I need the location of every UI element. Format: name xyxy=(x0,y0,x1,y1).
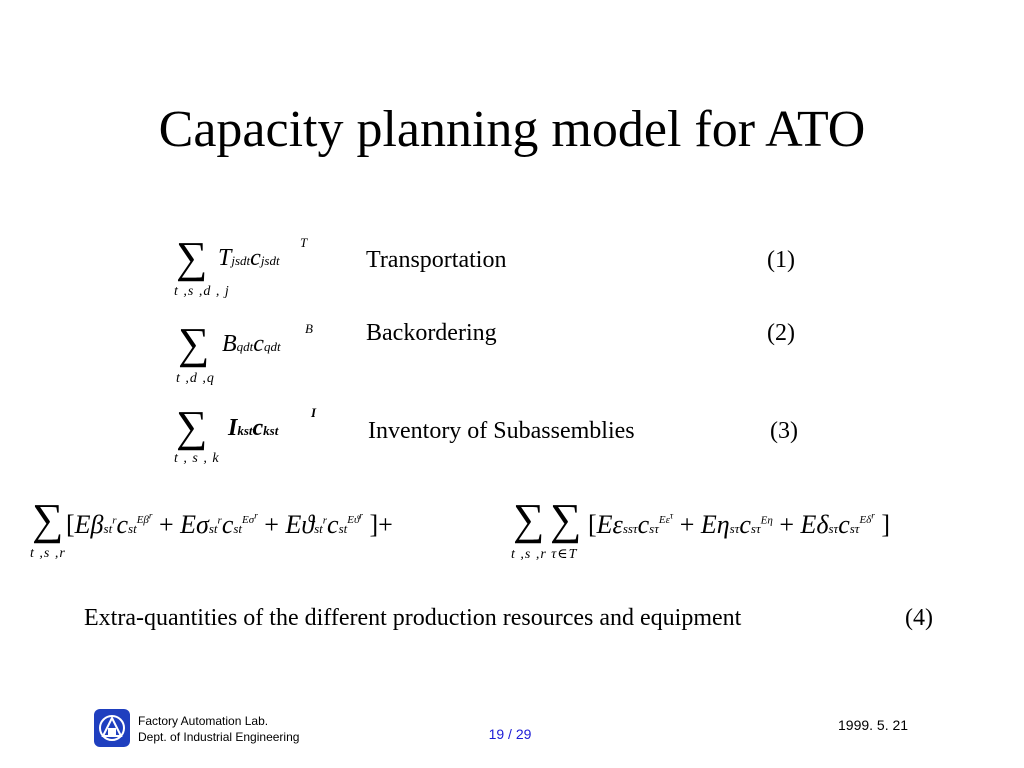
slide-title: Capacity planning model for ATO xyxy=(158,101,866,158)
term-number-1: (1) xyxy=(767,247,795,273)
footer-dept: Dept. of Industrial Engineering xyxy=(138,730,300,744)
term-number-2: (2) xyxy=(767,320,795,346)
footer-lab-info xyxy=(138,713,299,745)
university-logo-icon xyxy=(93,708,131,748)
term-label-backordering: Backordering xyxy=(366,320,497,346)
term-label-inventory: Inventory of Subassemblies xyxy=(368,418,635,444)
description-text: Extra-quantities of the different production resources and equipment xyxy=(84,605,742,631)
term-number-3: (3) xyxy=(770,418,798,444)
term-number-4: (4) xyxy=(905,605,933,631)
term-label-transportation: Transportation xyxy=(366,247,507,273)
footer-lab: Factory Automation Lab. xyxy=(138,714,269,728)
page-number: 19 / 29 xyxy=(488,726,532,742)
footer-date: 1999. 5. 21 xyxy=(838,717,909,733)
